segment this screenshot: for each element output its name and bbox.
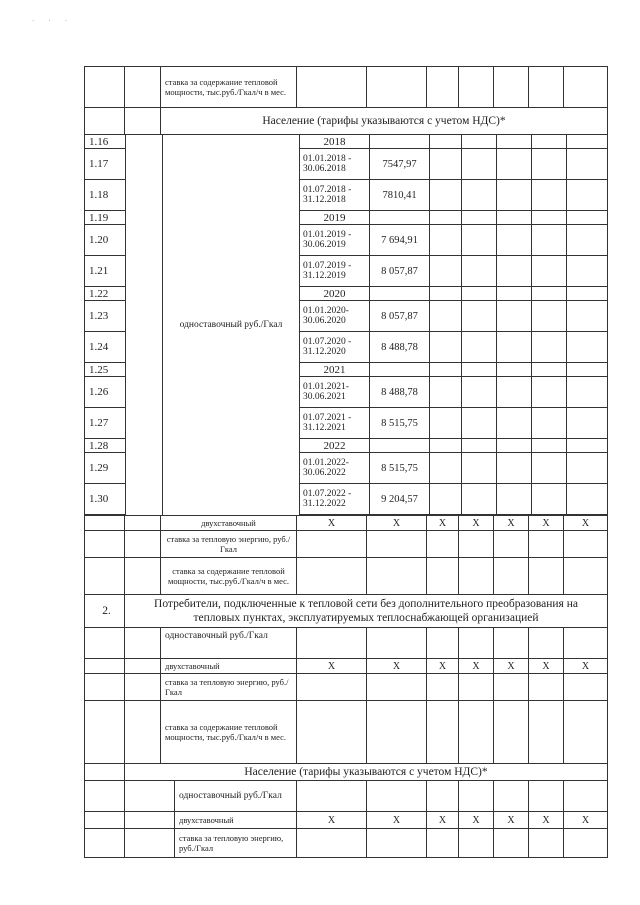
year-row	[300, 363, 607, 377]
tariff-value: 7547,97	[370, 149, 430, 179]
x-mark: X	[297, 812, 367, 828]
tariff-values	[300, 135, 607, 515]
table-row	[84, 628, 608, 659]
dvuhstavochny-label: двухставочный	[175, 812, 297, 828]
x-mark: X	[581, 814, 590, 826]
x-mark: X	[494, 812, 529, 828]
year-row	[300, 287, 607, 301]
year-label: 2019	[300, 211, 370, 224]
section-number: 2.	[85, 595, 125, 627]
row-number: 1.27	[85, 408, 125, 439]
row-number: 1.25	[85, 363, 125, 377]
x-mark: X	[427, 659, 459, 673]
row-number: 1.17	[85, 149, 125, 180]
row-number: 1.28	[85, 439, 125, 453]
stavka-moshchnost-label: ставка за содержание тепловой мощности, тыс.руб./Гкал/ч в мес.	[161, 558, 297, 594]
x-mark: X	[581, 517, 590, 529]
tariff-row	[300, 301, 607, 332]
tariff-row	[300, 377, 607, 408]
tariff-block	[84, 135, 608, 516]
row-number: 1.29	[85, 453, 125, 484]
x-mark: X	[427, 516, 459, 530]
row-number: 1.23	[85, 301, 125, 332]
table-row	[84, 558, 608, 595]
odnostavochny-label: одноставочный руб./Гкал	[175, 781, 297, 811]
table-row	[84, 516, 608, 531]
row-number: 1.16	[85, 135, 125, 149]
tariff-row	[300, 408, 607, 439]
table-row	[84, 812, 608, 829]
table-row	[84, 701, 608, 764]
tariff-value: 8 488,78	[370, 332, 430, 362]
x-mark: X	[459, 659, 494, 673]
tariff-value: 7 694,91	[370, 225, 430, 255]
table-row	[84, 781, 608, 812]
tariff-row	[300, 256, 607, 287]
row-number: 1.22	[85, 287, 125, 301]
x-mark: X	[297, 516, 367, 530]
row-number: 1.21	[85, 256, 125, 287]
x-mark: X	[494, 516, 529, 530]
x-mark: X	[459, 812, 494, 828]
x-mark: X	[427, 812, 459, 828]
year-row	[300, 211, 607, 225]
table-row	[84, 764, 608, 781]
stavka-energy-label: ставка за тепловую энергию, руб./Гкал	[175, 829, 297, 857]
period-label: 01.07.2019 - 31.12.2019	[300, 256, 370, 286]
x-mark: X	[367, 516, 427, 530]
period-label: 01.01.2020- 30.06.2020	[300, 301, 370, 331]
table-row	[84, 531, 608, 558]
period-label: 01.07.2022 - 31.12.2022	[300, 484, 370, 514]
x-mark: X	[297, 659, 367, 673]
table-row	[84, 674, 608, 701]
row-number: 1.24	[85, 332, 125, 363]
table-row	[84, 66, 608, 108]
period-label: 01.01.2021- 30.06.2021	[300, 377, 370, 407]
table-row	[84, 659, 608, 674]
row-number: 1.18	[85, 180, 125, 211]
odnostavochny-label: одноставочный руб./Гкал	[163, 135, 300, 515]
tariff-value: 8 488,78	[370, 377, 430, 407]
section-title: Потребители, подключенные к тепловой сети без дополнительного преобразования на тепловых пунктах, эксплуатируемых теплоснабжающей организацией	[154, 598, 578, 624]
tariff-row	[300, 149, 607, 180]
row-number: 1.19	[85, 211, 125, 225]
scan-marks: . . .	[32, 14, 74, 23]
x-mark: X	[529, 659, 564, 673]
year-row	[300, 439, 607, 453]
dvuhstavochny-label: двухставочный	[161, 516, 297, 530]
tariff-row	[300, 484, 607, 515]
x-mark: X	[459, 516, 494, 530]
year-label: 2022	[300, 439, 370, 452]
period-label: 01.01.2019 - 30.06.2019	[300, 225, 370, 255]
year-row	[300, 135, 607, 149]
tariff-table	[84, 66, 608, 858]
row-number: 1.30	[85, 484, 125, 515]
row-number-column	[85, 135, 126, 515]
tariff-value: 9 204,57	[370, 484, 430, 514]
year-label: 2021	[300, 363, 370, 376]
table-row	[84, 595, 608, 628]
period-label: 01.07.2020 - 31.12.2020	[300, 332, 370, 362]
x-mark: X	[367, 659, 427, 673]
tariff-value: 7810,41	[370, 180, 430, 210]
x-mark: X	[581, 660, 590, 672]
tariff-row	[300, 453, 607, 484]
tariff-value: 8 057,87	[370, 256, 430, 286]
period-label: 01.01.2022- 30.06.2022	[300, 453, 370, 483]
tariff-row	[300, 180, 607, 211]
x-mark: X	[367, 812, 427, 828]
section-heading-naselenie: Население (тарифы указываются с учетом НДС)*	[244, 766, 488, 778]
year-label: 2020	[300, 287, 370, 300]
section-heading-naselenie: Население (тарифы указываются с учетом НДС)*	[262, 115, 506, 127]
tariff-value: 8 057,87	[370, 301, 430, 331]
period-label: 01.07.2018 - 31.12.2018	[300, 180, 370, 210]
tariff-value: 8 515,75	[370, 453, 430, 483]
dvuhstavochny-label: двухставочный	[161, 659, 297, 673]
stavka-energy-label: ставка за тепловую энергию, руб./Гкал	[161, 674, 297, 700]
stavka-energy-label: ставка за тепловую энергию, руб./Гкал	[161, 531, 297, 557]
row-number: 1.20	[85, 225, 125, 256]
period-label: 01.01.2018 - 30.06.2018	[300, 149, 370, 179]
table-row	[84, 108, 608, 135]
odnostavochny-label: одноставочный руб./Гкал	[161, 628, 297, 658]
stavka-moshchnost-label: ставка за содержание тепловой мощности, тыс.руб./Гкал/ч в мес.	[161, 67, 297, 107]
row-number: 1.26	[85, 377, 125, 408]
x-mark: X	[529, 812, 564, 828]
stavka-moshchnost-label: ставка за содержание тепловой мощности, тыс.руб./Гкал/ч в мес.	[161, 701, 297, 763]
tariff-row	[300, 332, 607, 363]
tariff-value: 8 515,75	[370, 408, 430, 438]
table-row	[84, 829, 608, 858]
tariff-row	[300, 225, 607, 256]
year-label: 2018	[300, 135, 370, 148]
x-mark: X	[529, 516, 564, 530]
x-mark: X	[494, 659, 529, 673]
period-label: 01.07.2021 - 31.12.2021	[300, 408, 370, 438]
